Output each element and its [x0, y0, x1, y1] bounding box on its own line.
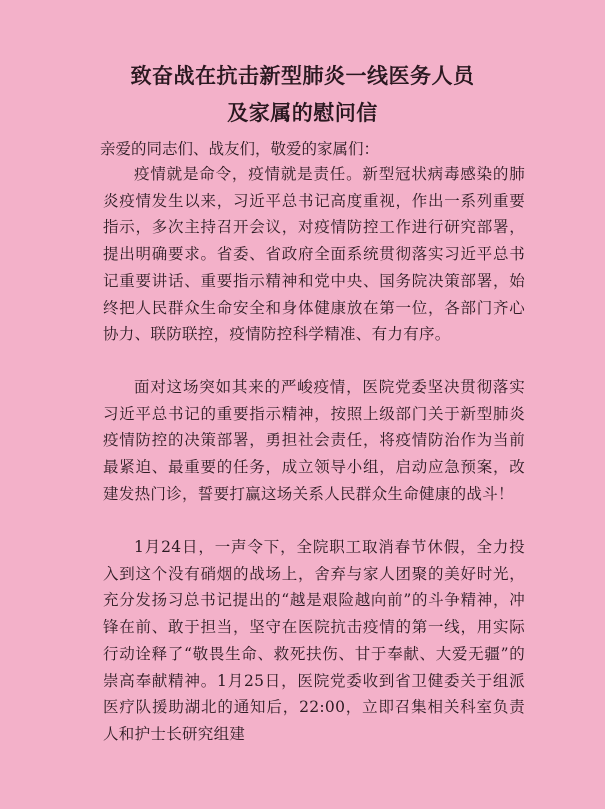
letter-paragraph-3: 1月24日，一声令下，全院职工取消春节休假，全力投入到这个没有硝烟的战场上，舍弃与家人团聚的美好时光，充分发扬习总书记提出的“越是艰险越向前”的斗争精神，冲锋在前、敢于担当，坚守在医院抗击疫情的第一线，用实际行动诠释了“敬畏生命、救死扶伤、甘于奉献、大爱无疆”的崇高奉献精神。1月25日，医院党委收到省卫健委关于组派医疗队援助湖北的通知后，22:00，立即召集相关科室负责人和护士长研究组建 — [103, 538, 525, 743]
letter-paragraph-2: 面对这场突如其来的严峻疫情，医院党委坚决贯彻落实习近平总书记的重要指示精神，按照上级部门关于新型肺炎疫情防控的决策部署，勇担社会责任，将疫情防治作为当前最紧迫、最重要的任务，成立领导小组，启动应急预案，改建发热门诊，誓要打赢这场关系人民群众生命健康的战斗！ — [103, 378, 525, 503]
letter-salutation: 亲爱的同志们、战友们，敬爱的家属们： — [100, 140, 380, 158]
letter-title-line-2: 及家属的慰问信 — [227, 100, 378, 125]
letter-paragraph-1: 疫情就是命令，疫情就是责任。新型冠状病毒感染的肺炎疫情发生以来，习近平总书记高度重视，作出一系列重要指示，多次主持召开会议，对疫情防控工作进行研究部署，提出明确要求。省委、省政府全面系统贯彻落实习近平总书记重要讲话、重要指示精神和党中央、国务院决策部署，始终把人民群众生命安全和身体健康放在第一位，各部门齐心协力、联防联控，疫情防控科学精准、有力有序。 — [103, 165, 525, 344]
letter-title-line-1: 致奋战在抗击新型肺炎一线医务人员 — [130, 63, 475, 88]
